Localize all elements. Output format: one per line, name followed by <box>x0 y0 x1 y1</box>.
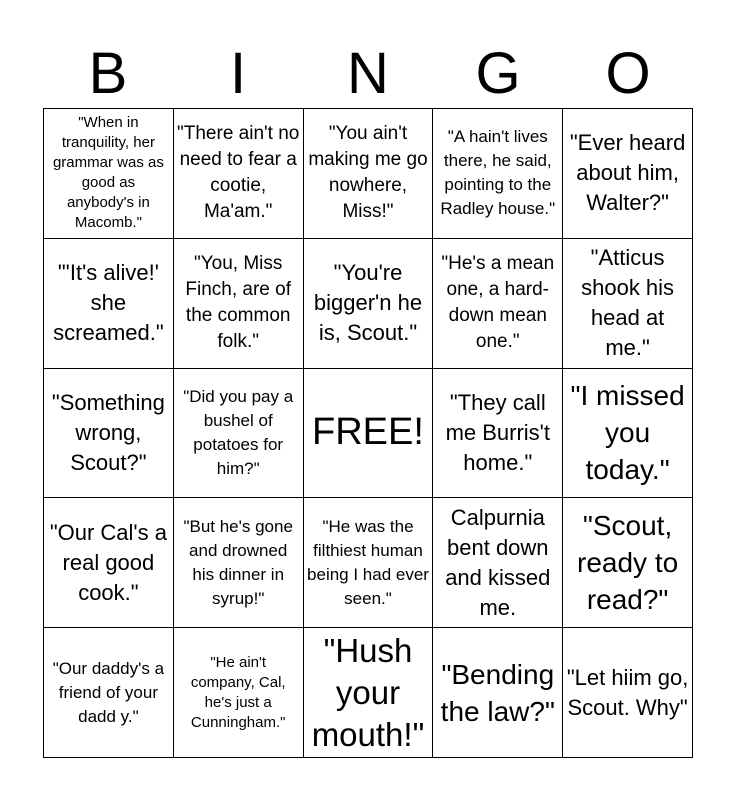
bingo-cell: "Atticus shook his head at me." <box>563 239 693 369</box>
bingo-cell: "You ain't making me go nowhere, Miss!" <box>304 109 434 239</box>
bingo-cell: "I missed you today." <box>563 369 693 499</box>
bingo-cell: "You're bigger'n he is, Scout." <box>304 239 434 369</box>
bingo-cell: "He was the filthiest human being I had ever seen." <box>304 498 434 628</box>
bingo-cell: "'It's alive!' she screamed." <box>44 239 174 369</box>
bingo-cell: "Let hiim go, Scout. Why" <box>563 628 693 758</box>
bingo-header <box>43 40 693 108</box>
bingo-cell: "They call me Burris't home." <box>433 369 563 499</box>
bingo-cell: "Did you pay a bushel of potatoes for him?" <box>174 369 304 499</box>
header-letter-i: I <box>229 41 247 106</box>
free-space: FREE! <box>304 369 434 499</box>
bingo-cell: "Our Cal's a real good cook." <box>44 498 174 628</box>
bingo-cell: "There ain't no need to fear a cootie, Ma'am." <box>174 109 304 239</box>
bingo-cell: "Hush your mouth!" <box>304 628 434 758</box>
bingo-cell: "Our daddy's a friend of your dadd y." <box>44 628 174 758</box>
bingo-grid <box>43 108 693 758</box>
bingo-cell: "He ain't company, Cal, he's just a Cunningham." <box>174 628 304 758</box>
bingo-cell: "Ever heard about him, Walter?" <box>563 109 693 239</box>
bingo-cell: "Scout, ready to read?" <box>563 498 693 628</box>
bingo-cell: "You, Miss Finch, are of the common folk." <box>174 239 304 369</box>
header-letter-o: O <box>605 41 651 106</box>
bingo-cell: "He's a mean one, a hard-down mean one." <box>433 239 563 369</box>
header-letter-n: N <box>347 41 389 106</box>
bingo-cell: "But he's gone and drowned his dinner in syrup!" <box>174 498 304 628</box>
header-letter-b: B <box>88 41 128 106</box>
bingo-cell: "Bending the law?" <box>433 628 563 758</box>
header-letter-g: G <box>475 41 521 106</box>
bingo-cell: Calpurnia bent down and kissed me. <box>433 498 563 628</box>
bingo-cell: "When in tranquility, her grammar was as good as anybody's in Macomb." <box>44 109 174 239</box>
bingo-cell: "A hain't lives there, he said, pointing to the Radley house." <box>433 109 563 239</box>
bingo-cell: "Something wrong, Scout?" <box>44 369 174 499</box>
